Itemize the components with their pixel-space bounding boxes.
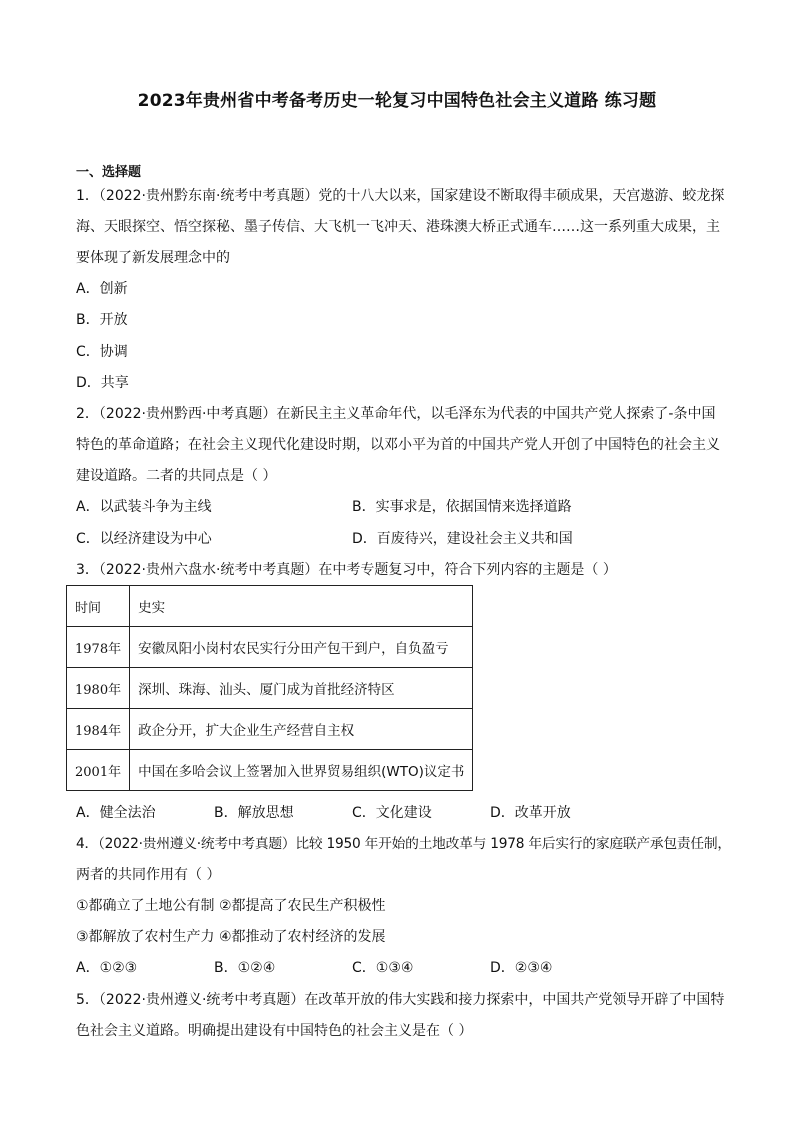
table-header-row [67,586,473,627]
table-cell-fact: 中国在多哈会议上签署加入世界贸易组织(WTO)议定书 [130,750,473,791]
q2-option-c[interactable]: C．以经济建设为中心 [76,531,212,547]
table-row [67,627,473,668]
q2-stem-line2: 特色的革命道路；在社会主义现代化建设时期，以邓小平为首的中国共产党人开创了中国特色的社会主义 [76,437,720,453]
table-row [67,668,473,709]
q1-option-c[interactable]: C．协调 [76,344,128,360]
page-title: 2023年贵州省中考备考历史一轮复习中国特色社会主义道路 练习题 [137,91,657,111]
q4-option-b[interactable]: B．①②④ [214,960,276,976]
table-cell-year: 2001年 [67,750,130,791]
q2-option-a[interactable]: A．以武装斗争为主线 [76,499,212,515]
q4-option-d[interactable]: D．②③④ [490,960,553,976]
q4-statement-1-2: ①都确立了土地公有制 ②都提高了农民生产积极性 [76,898,386,914]
q4-option-a[interactable]: A．①②③ [76,960,138,976]
q1-option-a[interactable]: A．创新 [76,281,128,297]
table-header-fact: 史实 [130,586,473,627]
table-cell-year: 1980年 [67,668,130,709]
q4-option-c[interactable]: C．①③④ [352,960,414,976]
q1-option-d[interactable]: D．共享 [76,375,129,391]
section-heading: 一、选择题 [76,165,142,180]
q4-statement-3-4: ③都解放了农村生产力 ④都推动了农村经济的发展 [76,929,386,945]
q4-stem-line1: 4．（2022·贵州遵义·统考中考真题）比较 1950 年开始的土地改革与 1978 年后实行的家庭联产承包责任制， [76,836,731,852]
q2-stem-line3: 建设道路。二者的共同点是（ ） [76,468,277,484]
table-cell-fact: 深圳、珠海、汕头、厦门成为首批经济特区 [130,668,473,709]
q1-stem-line3: 要体现了新发展理念中的 [76,250,230,266]
table-cell-year: 1984年 [67,709,130,750]
table-cell-fact: 安徽凤阳小岗村农民实行分田产包干到户，自负盈亏 [130,627,473,668]
table-header-time: 时间 [67,586,130,627]
table-cell-fact: 政企分开，扩大企业生产经营自主权 [130,709,473,750]
q1-stem-line1: 1．（2022·贵州黔东南·统考中考真题）党的十八大以来，国家建设不断取得丰硕成果，天宫遨游、蛟龙探 [76,188,725,204]
q3-option-a[interactable]: A．健全法治 [76,805,156,821]
table-row [67,709,473,750]
q3-option-b[interactable]: B．解放思想 [214,805,294,821]
q2-option-b[interactable]: B．实事求是，依据国情来选择道路 [352,499,572,515]
q1-stem-line2: 海、天眼探空、悟空探秘、墨子传信、大飞机一飞冲天、港珠澳大桥正式通车……这一系列重大成果，主 [76,219,720,235]
q3-option-c[interactable]: C．文化建设 [352,805,432,821]
q3-stem-line1: 3．（2022·贵州六盘水·统考中考真题）在中考专题复习中，符合下列内容的主题是（ ） [76,562,617,578]
q3-option-d[interactable]: D．改革开放 [490,805,571,821]
table-cell-year: 1978年 [67,627,130,668]
q5-stem-line1: 5．（2022·贵州遵义·统考中考真题）在改革开放的伟大实践和接力探索中，中国共产党领导开辟了中国特 [76,992,725,1008]
q5-stem-line2: 色社会主义道路。明确提出建设有中国特色的社会主义是在（ ） [76,1023,473,1039]
q2-option-d[interactable]: D．百废待兴，建设社会主义共和国 [352,531,573,547]
q3-history-table [66,585,473,791]
q1-option-b[interactable]: B．开放 [76,312,128,328]
q4-stem-line2: 两者的共同作用有（ ） [76,867,221,883]
q2-stem-line1: 2．（2022·贵州黔西·中考真题）在新民主主义革命年代，以毛泽东为代表的中国共产党人探索了-条中国 [76,406,716,422]
table-row [67,750,473,791]
